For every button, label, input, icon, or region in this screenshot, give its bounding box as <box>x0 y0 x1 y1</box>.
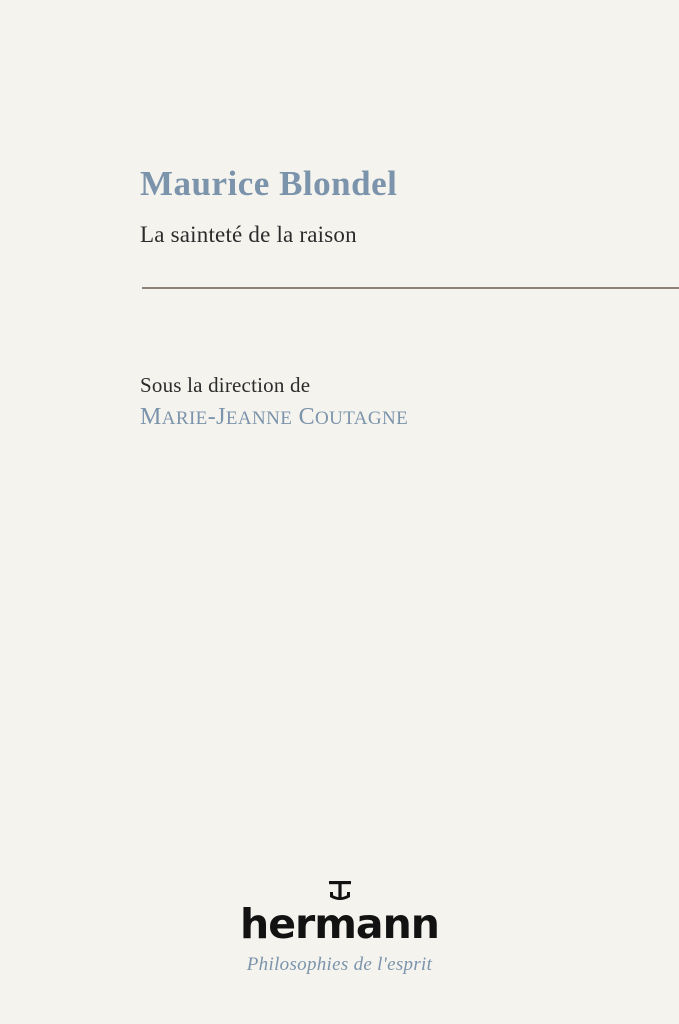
editor-name-arie: ARIE <box>161 408 208 429</box>
editor-name-dash-j: -J <box>207 404 226 430</box>
horizontal-rule <box>142 287 679 289</box>
editor-name-outagne: OUTAGNE <box>315 408 409 429</box>
editor-name-space-c: C <box>292 404 316 430</box>
editor-name <box>140 404 639 431</box>
book-subtitle: La sainteté de la raison <box>140 221 357 247</box>
editor-name-initial-m: M <box>140 404 162 430</box>
publisher-name: hermann <box>240 900 439 949</box>
series-name: Philosophies de l'esprit <box>246 954 433 975</box>
title-block <box>140 165 639 248</box>
editor-lead-text: Sous la direction de <box>140 373 311 397</box>
editor-name-eanne: EANNE <box>225 408 293 429</box>
book-title: Maurice Blondel <box>140 164 398 203</box>
publisher-block <box>0 881 679 976</box>
editor-block <box>140 373 639 431</box>
